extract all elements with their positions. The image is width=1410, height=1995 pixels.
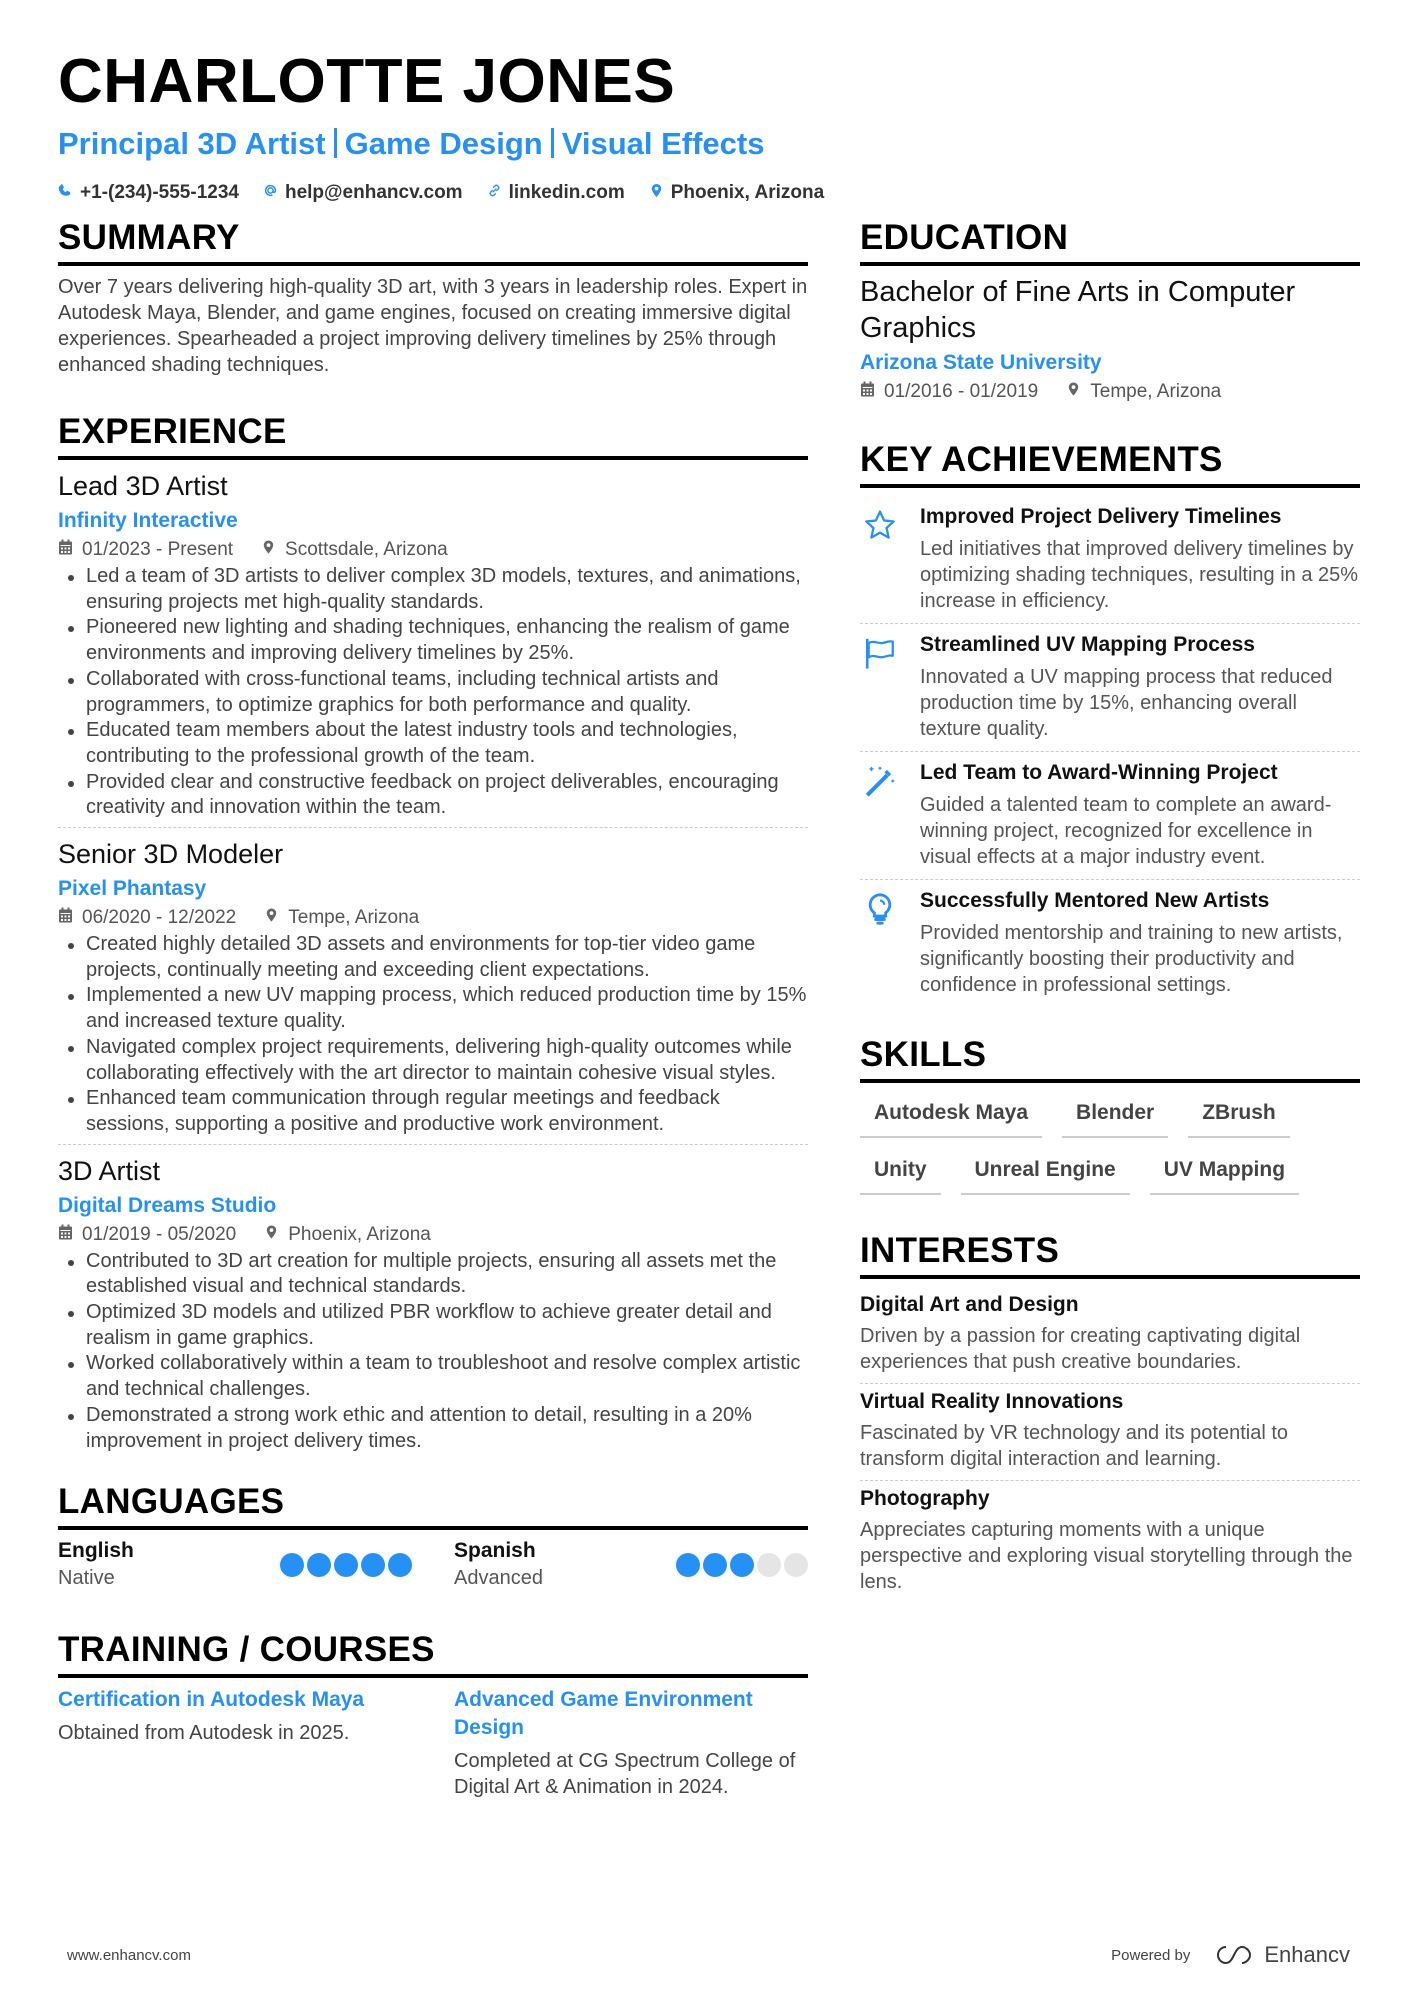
- company-name: Infinity Interactive: [58, 509, 238, 532]
- interest-title: Virtual Reality Innovations: [860, 1390, 1124, 1413]
- skills-section: [860, 1035, 1360, 1205]
- bullet: Provided clear and constructive feedback on project deliverables, encouraging creativity and innovation within the team.: [58, 770, 808, 821]
- job-meta: [58, 1221, 808, 1249]
- summary-text: Over 7 years delivering high-quality 3D art, with 3 years in leadership roles. Expert in Autodesk Maya, Blender, and game engines, focused on creating immersive digital experiences. Spearheaded a project improving delivery timelines by 25% through enhanced shading techniques.: [58, 276, 808, 376]
- summary-section: [58, 218, 808, 378]
- experience-entry: [58, 1153, 808, 1461]
- calendar-icon: [58, 536, 73, 564]
- bullet: Led a team of 3D artists to deliver complex 3D models, textures, and animations, ensuring projects met high-quality standards.: [58, 564, 808, 615]
- experience-section: [58, 412, 808, 1460]
- job-meta: [58, 536, 808, 564]
- course-item: [58, 1686, 412, 1800]
- contact-website[interactable]: [487, 182, 625, 204]
- location-text: Tempe, Arizona: [1090, 381, 1222, 402]
- languages-section: [58, 1482, 808, 1592]
- interest-description: Appreciates capturing moments with a unique perspective and exploring visual storytelling through the lens.: [860, 1519, 1353, 1593]
- contact-phone[interactable]: [58, 182, 239, 204]
- rating-dot-empty: [784, 1553, 808, 1577]
- title-part: Visual Effects: [561, 126, 765, 161]
- skill-tag: Unity: [860, 1148, 941, 1195]
- language-name: Spanish: [454, 1539, 536, 1563]
- job-title: Lead 3D Artist: [58, 471, 228, 501]
- interest-description: Fascinated by VR technology and its potential to transform digital interaction and learning.: [860, 1422, 1289, 1470]
- enhancv-logo-icon: [1212, 1943, 1256, 1967]
- rating-dot-filled: [280, 1553, 304, 1577]
- education-location: [1066, 378, 1221, 406]
- location-pin-icon: [264, 904, 279, 932]
- phone-icon: [58, 182, 73, 204]
- achievement-item: [860, 880, 1360, 1007]
- section-heading: KEY ACHIEVEMENTS: [860, 440, 1360, 488]
- language-name: English: [58, 1539, 134, 1563]
- job-bullets: [58, 932, 808, 1138]
- company-name: Pixel Phantasy: [58, 877, 207, 901]
- powered-by: [1111, 1942, 1350, 1968]
- skill-tag: Unreal Engine: [961, 1148, 1130, 1195]
- contact-row: [58, 182, 1348, 204]
- language-rating: [280, 1553, 412, 1577]
- bullet: Enhanced team communication through regular meetings and feedback sessions, supporting a positive and productive work environment.: [58, 1086, 808, 1137]
- job-title: 3D Artist: [58, 1155, 161, 1186]
- interest-description: Driven by a passion for creating captivating digital experiences that push creative boundaries.: [860, 1325, 1301, 1373]
- rating-dot-filled: [730, 1553, 754, 1577]
- title-separator: [334, 128, 337, 158]
- experience-entry: [58, 836, 808, 1145]
- contact-email[interactable]: [263, 182, 463, 204]
- star-icon: [860, 502, 900, 614]
- section-heading: SUMMARY: [58, 218, 808, 266]
- education-meta: [860, 378, 1360, 406]
- bullet: Created highly detailed 3D assets and environments for top-tier video game projects, continually meeting and exceeding client expectations.: [58, 932, 808, 983]
- interests-section: [860, 1231, 1360, 1603]
- bullet: Implemented a new UV mapping process, which reduced production time by 15% and increased texture quality.: [58, 983, 808, 1034]
- bullet: Educated team members about the latest industry tools and technologies, contributing to the professional growth of the team.: [58, 718, 808, 769]
- dates-text: 06/2020 - 12/2022: [82, 907, 237, 929]
- title-separator: [551, 128, 554, 158]
- job-location: [261, 536, 448, 564]
- interest-item: [860, 1287, 1360, 1384]
- course-item: [454, 1686, 808, 1800]
- rating-dot-filled: [307, 1553, 331, 1577]
- phone-text: +1-(234)-555-1234: [80, 182, 239, 203]
- bullet: Collaborated with cross-functional teams, including technical artists and programmers, to optimize graphics for both performance and quality.: [58, 667, 808, 718]
- section-heading: TRAINING / COURSES: [58, 1630, 808, 1678]
- dates-text: 01/2023 - Present: [82, 539, 234, 560]
- dates-text: 01/2019 - 05/2020: [82, 1223, 237, 1245]
- languages-list: [58, 1538, 808, 1592]
- skill-tag: ZBrush: [1188, 1091, 1290, 1138]
- location-text: Tempe, Arizona: [288, 907, 420, 929]
- language-level: Native: [58, 1567, 115, 1590]
- job-dates: [58, 904, 236, 932]
- lightbulb-icon: [860, 886, 900, 998]
- location-text: Phoenix, Arizona: [288, 1223, 431, 1245]
- left-column: [58, 218, 808, 1800]
- company-name: Digital Dreams Studio: [58, 1193, 277, 1217]
- rating-dot-filled: [334, 1553, 358, 1577]
- bullet: Optimized 3D models and utilized PBR workflow to achieve greater detail and realism in game graphics.: [58, 1300, 808, 1351]
- courses-list: [58, 1686, 808, 1800]
- resume-header: [58, 46, 1348, 204]
- calendar-icon: [58, 1221, 73, 1249]
- calendar-icon: [58, 904, 73, 932]
- achievement-description: Guided a talented team to complete an award-winning project, recognized for excellence in visual effects at a major industry event.: [920, 794, 1332, 868]
- job-bullets: [58, 1249, 808, 1455]
- achievement-item: [860, 624, 1360, 752]
- experience-entry: [58, 468, 808, 828]
- achievement-title: Improved Project Delivery Timelines: [920, 505, 1282, 528]
- course-title: Advanced Game Environment Design: [454, 1688, 753, 1740]
- language-item: [58, 1538, 412, 1592]
- job-meta: [58, 904, 808, 932]
- education-section: [860, 218, 1360, 406]
- achievements-section: [860, 440, 1360, 1007]
- achievement-description: Led initiatives that improved delivery timelines by optimizing shading techniques, resulting in a 25% increase in efficiency.: [920, 538, 1359, 612]
- job-dates: [58, 536, 233, 564]
- skill-tag: UV Mapping: [1150, 1148, 1299, 1195]
- course-description: Completed at CG Spectrum College of Digital Art & Animation in 2024.: [454, 1750, 796, 1799]
- section-heading: EDUCATION: [860, 218, 1360, 266]
- education-dates: [860, 378, 1038, 406]
- location-text: Scottsdale, Arizona: [285, 539, 448, 560]
- location-pin-icon: [261, 536, 276, 564]
- job-location: [264, 1221, 431, 1249]
- bullet: Worked collaboratively within a team to troubleshoot and resolve complex artistic and technical challenges.: [58, 1351, 808, 1402]
- skill-tag: Blender: [1062, 1091, 1168, 1138]
- section-heading: LANGUAGES: [58, 1482, 808, 1530]
- section-heading: SKILLS: [860, 1035, 1360, 1083]
- footer-website-link[interactable]: www.enhancv.com: [67, 1946, 191, 1964]
- bullet: Pioneered new lighting and shading techniques, enhancing the realism of game environments and improving delivery timelines by 25%.: [58, 615, 808, 666]
- achievement-item: [860, 752, 1360, 880]
- achievement-title: Led Team to Award-Winning Project: [920, 761, 1278, 784]
- rating-dot-filled: [361, 1553, 385, 1577]
- interest-title: Photography: [860, 1487, 990, 1510]
- bullet: Navigated complex project requirements, delivering high-quality outcomes while collaborating effectively with the art director to maintain cohesive visual styles.: [58, 1035, 808, 1086]
- link-icon: [487, 182, 502, 204]
- contact-location: [649, 182, 824, 204]
- enhancv-logo[interactable]: [1212, 1942, 1350, 1968]
- website-text: linkedin.com: [508, 182, 625, 203]
- location-pin-icon: [1066, 378, 1081, 406]
- job-title: Senior 3D Modeler: [58, 839, 284, 870]
- job-dates: [58, 1221, 236, 1249]
- flag-icon: [860, 630, 900, 742]
- rating-dot-filled: [388, 1553, 412, 1577]
- achievement-item: [860, 496, 1360, 624]
- achievement-description: Provided mentorship and training to new artists, significantly boosting their productivity and confidence in professional settings.: [920, 922, 1343, 996]
- language-level: Advanced: [454, 1567, 543, 1590]
- course-title: Certification in Autodesk Maya: [58, 1688, 365, 1712]
- title-part: Game Design: [344, 126, 543, 161]
- calendar-icon: [860, 378, 875, 406]
- page-footer: [67, 1942, 1350, 1968]
- job-bullets: [58, 564, 808, 821]
- candidate-name: CHARLOTTE JONES: [58, 47, 676, 116]
- section-heading: EXPERIENCE: [58, 412, 808, 460]
- language-rating: [676, 1553, 808, 1577]
- rating-dot-filled: [676, 1553, 700, 1577]
- language-item: [454, 1538, 808, 1592]
- achievement-title: Streamlined UV Mapping Process: [920, 633, 1255, 656]
- dates-text: 01/2016 - 01/2019: [884, 381, 1039, 402]
- at-icon: [263, 182, 278, 204]
- location-text: Phoenix, Arizona: [670, 182, 825, 203]
- title-part: Principal 3D Artist: [58, 126, 326, 161]
- achievement-title: Successfully Mentored New Artists: [920, 889, 1270, 912]
- right-column: [860, 218, 1360, 1603]
- school-name: Arizona State University: [860, 351, 1102, 374]
- email-text: help@enhancv.com: [284, 182, 463, 203]
- skills-list: [860, 1091, 1360, 1205]
- interest-title: Digital Art and Design: [860, 1293, 1079, 1316]
- rating-dot-empty: [757, 1553, 781, 1577]
- course-description: Obtained from Autodesk in 2025.: [58, 1722, 350, 1745]
- interest-item: [860, 1384, 1360, 1481]
- job-location: [264, 904, 419, 932]
- achievement-description: Innovated a UV mapping process that reduced production time by 15%, enhancing overall texture quality.: [920, 666, 1333, 740]
- location-pin-icon: [264, 1221, 279, 1249]
- interest-item: [860, 1481, 1360, 1603]
- magic-wand-icon: [860, 758, 900, 870]
- candidate-title: [58, 124, 1348, 164]
- degree: Bachelor of Fine Arts in Computer Graphics: [860, 276, 1296, 344]
- skill-tag: Autodesk Maya: [860, 1091, 1042, 1138]
- bullet: Demonstrated a strong work ethic and attention to detail, resulting in a 20% improvement in project delivery times.: [58, 1403, 808, 1454]
- bullet: Contributed to 3D art creation for multiple projects, ensuring all assets met the established visual and technical standards.: [58, 1249, 808, 1300]
- location-pin-icon: [649, 182, 664, 204]
- training-section: [58, 1630, 808, 1800]
- brand-name: Enhancv: [1264, 1942, 1350, 1967]
- rating-dot-filled: [703, 1553, 727, 1577]
- powered-by-label: Powered by: [1111, 1946, 1191, 1964]
- section-heading: INTERESTS: [860, 1231, 1360, 1279]
